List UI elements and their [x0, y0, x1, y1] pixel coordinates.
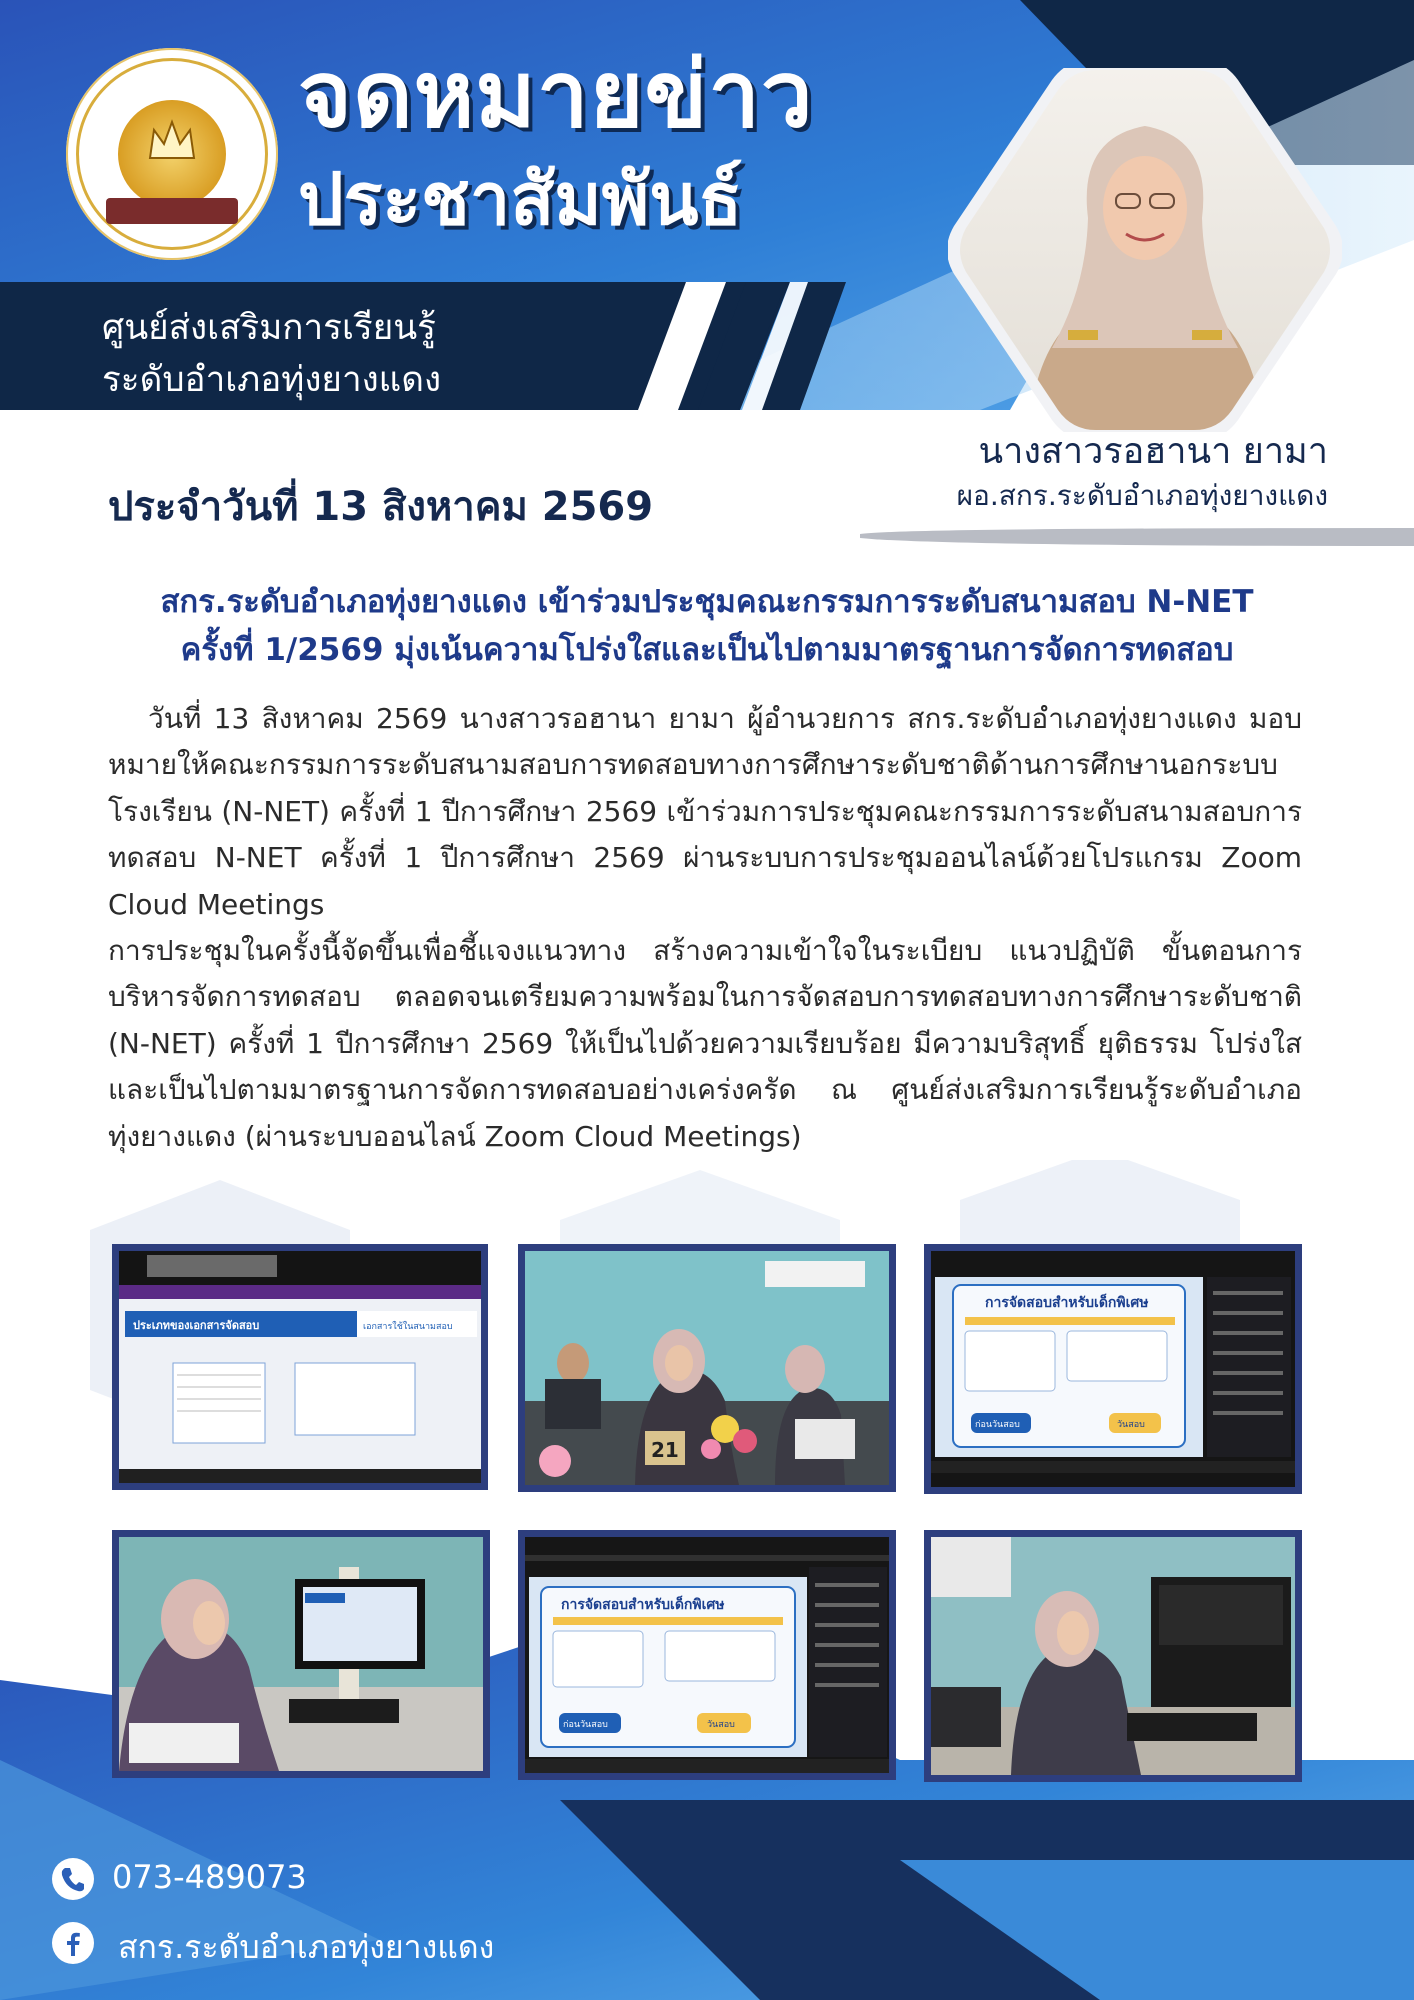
photo-staff-office	[518, 1244, 896, 1492]
phone-number[interactable]: 073-489073	[112, 1858, 307, 1896]
logo-ribbon	[106, 198, 238, 224]
crown-icon	[146, 118, 198, 162]
facebook-icon	[52, 1922, 94, 1964]
center-name-line1: ศูนย์ส่งเสริมการเรียนรู้	[102, 308, 436, 348]
director-position: ผอ.สกร.ระดับอำเภอทุ่งยางแดง	[956, 479, 1328, 512]
photo-special-needs-slide	[924, 1244, 1302, 1494]
center-name-line2: ระดับอำเภอทุ่งยางแดง	[102, 360, 442, 400]
slide-title: ประเภทของเอกสารจัดสอบ	[133, 1319, 260, 1332]
slide-button-before: ก่อนวันสอบ	[563, 1720, 608, 1730]
facebook-page[interactable]: สกร.ระดับอำเภอทุ่งยางแดง	[118, 1928, 495, 1966]
newsletter-subtitle: ประชาสัมพันธ์	[298, 157, 743, 241]
headline-line2: ครั้งที่ 1/2569 มุ่งเน้นความโปร่งใสและเป็นไปตามมาตรฐานการจัดการทดสอบ	[180, 632, 1234, 668]
slide-title: การจัดสอบสำหรับเด็กพิเศษ	[561, 1597, 725, 1613]
article-paragraph-2: การประชุมในครั้งนี้จัดขึ้นเพื่อชี้แจงแนวทาง สร้างความเข้าใจในระเบียบ แนวปฏิบัติ ขั้นตอนการบริหารจัดการทดสอบ ตลอดจนเตรียมความพร้อมในการจัดสอบการทดสอบทางการศึกษาระดับชาติ (N-NET) ครั้งที่ 1 ปีการศึกษา 2569 ให้เป็นไปด้วยความเรียบร้อย มีความบริสุทธิ์ ยุติธรรม โปร่งใส และเป็นไปตามมาตรฐานการจัดการทดสอบอย่างเคร่งครัด ณ ศูนย์ส่งเสริมการเรียนรู้ระดับอำเภอทุ่งยางแดง (ผ่านระบบออนไลน์ Zoom Cloud Meetings)	[108, 934, 1302, 1153]
headline-line1: สกร.ระดับอำเภอทุ่งยางแดง เข้าร่วมประชุมคณะกรรมการระดับสนามสอบ N-NET	[160, 584, 1254, 620]
department-logo	[66, 48, 278, 260]
issue-date: ประจำวันที่ 13 สิงหาคม 2569	[108, 484, 654, 530]
newsletter-title: จดหมายข่าว	[298, 41, 814, 148]
director-portrait	[948, 68, 1342, 432]
director-name: นางสาวรอฮานา ยามา	[978, 431, 1328, 472]
photo-staff-desk	[924, 1530, 1302, 1782]
slide-button-day: วันสอบ	[1117, 1420, 1145, 1430]
phone-icon	[52, 1858, 94, 1900]
photo-zoom-document-slide	[112, 1244, 488, 1490]
article-body	[108, 696, 1302, 1160]
photo-special-needs-monitor	[518, 1530, 896, 1780]
photo-staff-computer	[112, 1530, 490, 1778]
article-paragraph-1: วันที่ 13 สิงหาคม 2569 นางสาวรอฮานา ยามา ผู้อำนวยการ สกร.ระดับอำเภอทุ่งยางแดง มอบหมายให้คณะกรรมการระดับสนามสอบการทดสอบทางการศึกษาระดับชาติด้านการศึกษานอกระบบโรงเรียน (N-NET) ครั้งที่ 1 ปีการศึกษา 2569 เข้าร่วมการประชุมคณะกรรมการระดับสนามสอบการทดสอบ N-NET ครั้งที่ 1 ปีการศึกษา 2569 ผ่านระบบการประชุมออนไลน์ด้วยโปรแกรม Zoom Cloud Meetings	[108, 702, 1302, 921]
calendar-digits: 21	[651, 1438, 679, 1462]
slide-tab: เอกสารใช้ในสนามสอบ	[363, 1322, 453, 1332]
slide-title: การจัดสอบสำหรับเด็กพิเศษ	[985, 1295, 1149, 1311]
slide-button-day: วันสอบ	[707, 1720, 735, 1730]
slide-button-before: ก่อนวันสอบ	[975, 1420, 1020, 1430]
